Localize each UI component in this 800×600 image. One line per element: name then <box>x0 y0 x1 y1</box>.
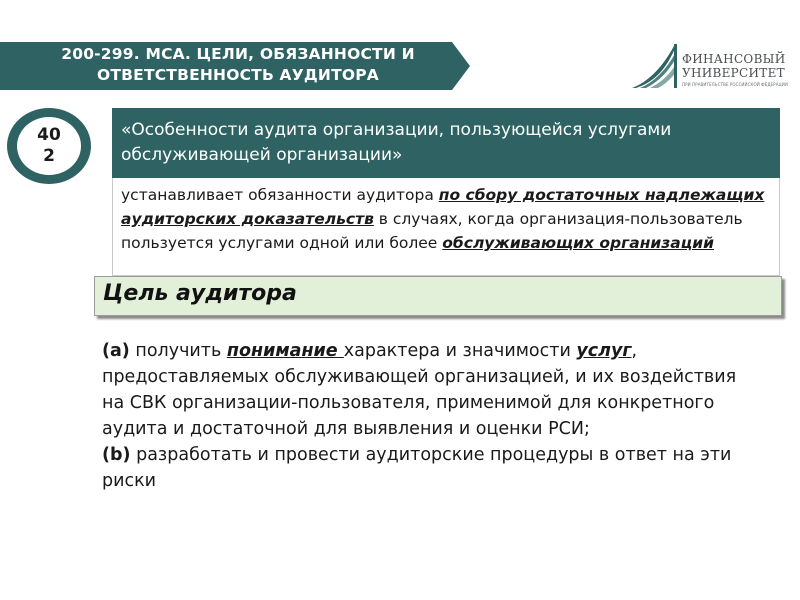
header-title-line1: 200-299. МСА. ЦЕЛИ, ОБЯЗАННОСТИ И <box>61 45 415 63</box>
description-emphasis-evidence: по сбору достаточных надлежащих аудиторских доказательств <box>121 186 765 228</box>
goal-item-a-marker: (a) <box>102 341 130 361</box>
goal-item-a-emphasis-understanding: понимание <box>226 341 344 361</box>
goal-label: Цель аудитора <box>103 281 297 306</box>
goal-item-b-text: разработать и провести аудиторские процедуры в ответ на эти риски <box>102 445 732 491</box>
goal-item-a <box>102 338 762 442</box>
goal-item-b <box>102 442 762 494</box>
header-title <box>0 44 476 86</box>
standard-description <box>112 178 780 276</box>
university-logo <box>630 42 790 92</box>
goal-item-a-emphasis-services: услуг <box>576 341 632 361</box>
standard-number-line2: 2 <box>43 146 55 166</box>
goal-item-b-marker: (b) <box>102 445 131 465</box>
logo-text-line3: ПРИ ПРАВИТЕЛЬСТВЕ РОССИЙСКОЙ ФЕДЕРАЦИИ <box>682 82 788 87</box>
logo-text-line1: ФИНАНСОВЫЙ <box>682 52 786 66</box>
logo-emblem-icon <box>630 42 680 90</box>
description-part1: устанавливает обязанности аудитора <box>121 186 439 204</box>
goal-item-a-text1: получить <box>129 341 227 361</box>
goal-body-text <box>102 338 762 494</box>
standard-title: «Особенности аудита организации, пользующейся услугами обслуживающей организации» <box>121 120 672 165</box>
goal-item-a-text3: , предоставляемых обслуживающей организацией, и их воздействия на СВК организации-пользователя, применимой для конкретного аудита и достаточной для выявления и оценки РСИ; <box>102 341 737 439</box>
goal-item-a-text2: характера и значимости <box>343 341 577 361</box>
standard-number-line1: 40 <box>37 125 61 145</box>
auditor-goal-heading <box>94 276 782 316</box>
description-emphasis-service-orgs: обслуживающих организаций <box>442 234 714 252</box>
header-title-line2: ОТВЕТСТВЕННОСТЬ АУДИТОРА <box>97 66 379 84</box>
logo-text-line2: УНИВЕРСИТЕТ <box>682 66 785 80</box>
standard-title-panel <box>112 108 780 178</box>
description-part3: в случаях, когда организация-пользователь пользуется услугами одной или более <box>121 210 743 252</box>
standard-number-badge <box>7 108 91 184</box>
